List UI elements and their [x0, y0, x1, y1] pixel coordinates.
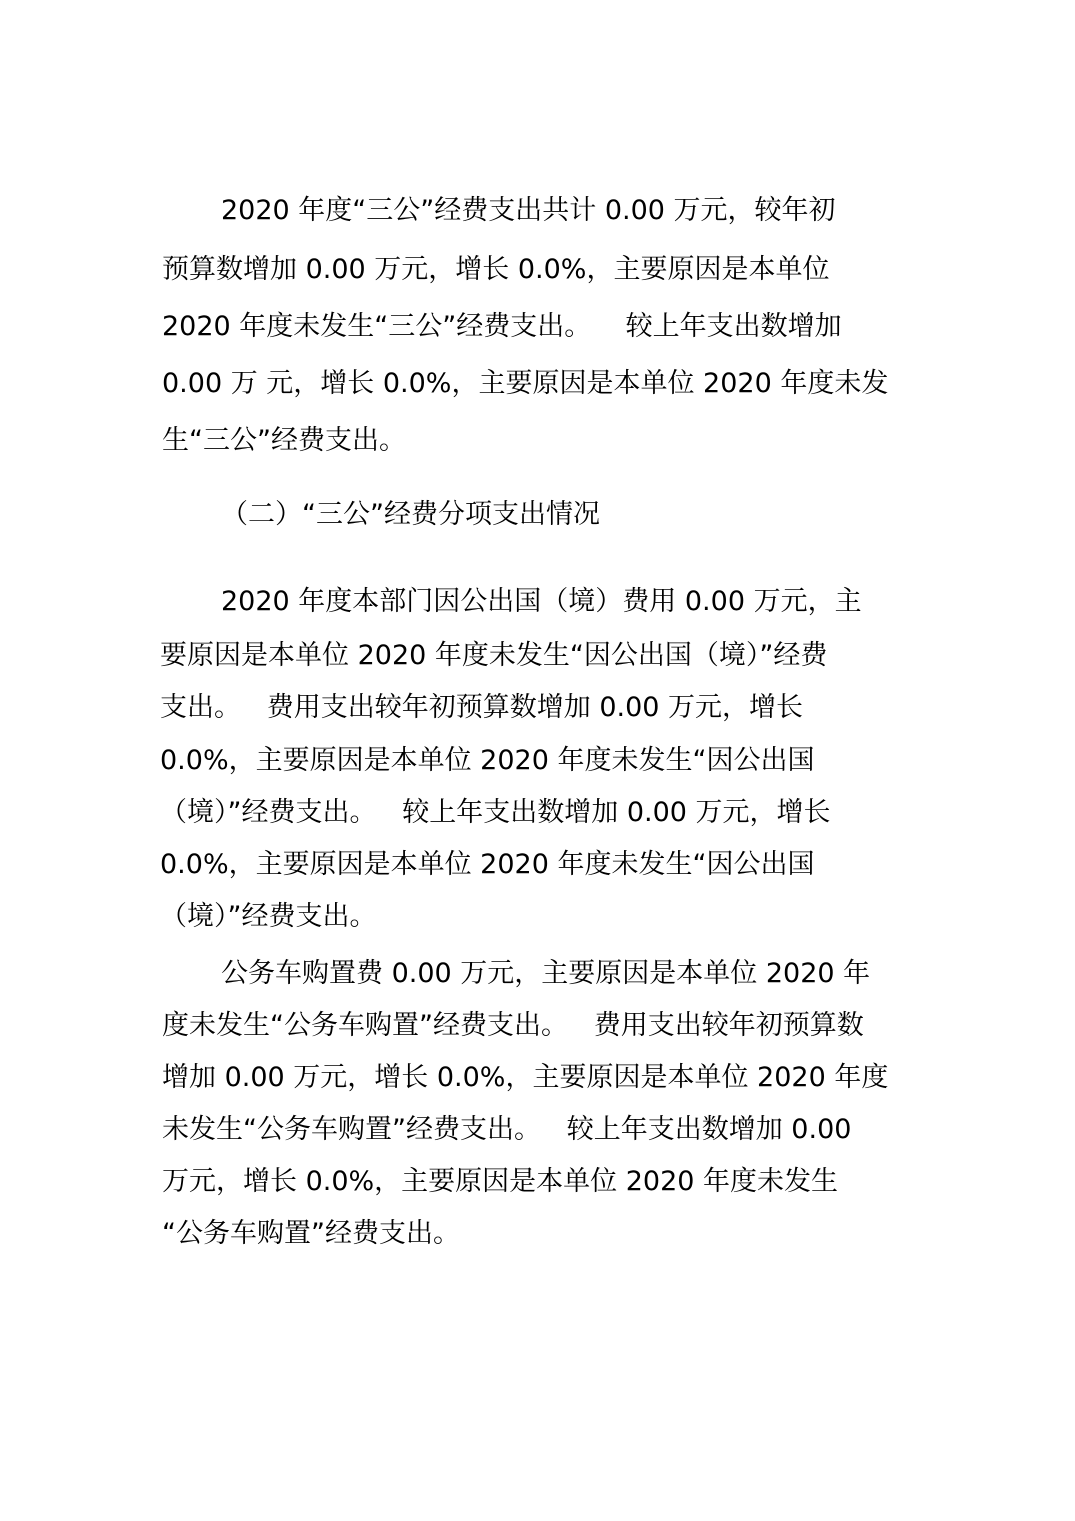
paragraph-2-line-3: 支出。 费用支出较年初预算数增加 0.00 万元，增长: [160, 692, 804, 723]
paragraph-3-line-5: 万元，增长 0.0%，主要原因是本单位 2020 年度未发生: [162, 1166, 839, 1197]
paragraph-2-line-4: 0.0%，主要原因是本单位 2020 年度未发生“因公出国: [160, 745, 815, 776]
paragraph-3-line-4: 未发生“公务车购置”经费支出。 较上年支出数增加 0.00: [162, 1114, 852, 1145]
paragraph-3-line-2: 度未发生“公务车购置”经费支出。 费用支出较年初预算数: [162, 1010, 864, 1041]
paragraph-2-line-5: （境）”经费支出。 较上年支出数增加 0.00 万元，增长: [160, 797, 831, 828]
paragraph-3-line-3: 增加 0.00 万元，增长 0.0%，主要原因是本单位 2020 年度: [162, 1062, 889, 1093]
paragraph-1-line-1: 2020 年度“三公”经费支出共计 0.00 万元，较年初: [221, 195, 836, 226]
paragraph-3-line-6: “公务车购置”经费支出。: [162, 1218, 460, 1249]
section-heading: （二）“三公”经费分项支出情况: [221, 499, 600, 530]
paragraph-2-line-1: 2020 年度本部门因公出国（境）费用 0.00 万元，主: [221, 586, 862, 617]
paragraph-2-line-6: 0.0%，主要原因是本单位 2020 年度未发生“因公出国: [160, 849, 815, 880]
paragraph-2-line-7: （境）”经费支出。: [160, 901, 377, 932]
paragraph-1-line-2: 预算数增加 0.00 万元，增长 0.0%，主要原因是本单位: [162, 254, 830, 285]
paragraph-1-line-5: 生“三公”经费支出。: [162, 425, 406, 456]
paragraph-2-line-2: 要原因是本单位 2020 年度未发生“因公出国（境）”经费: [160, 640, 828, 671]
paragraph-1-line-4: 0.00 万 元，增长 0.0%，主要原因是本单位 2020 年度未发: [162, 368, 889, 399]
paragraph-3-line-1: 公务车购置费 0.00 万元，主要原因是本单位 2020 年: [221, 958, 871, 989]
paragraph-1-line-3: 2020 年度未发生“三公”经费支出。 较上年支出数增加: [162, 311, 842, 342]
